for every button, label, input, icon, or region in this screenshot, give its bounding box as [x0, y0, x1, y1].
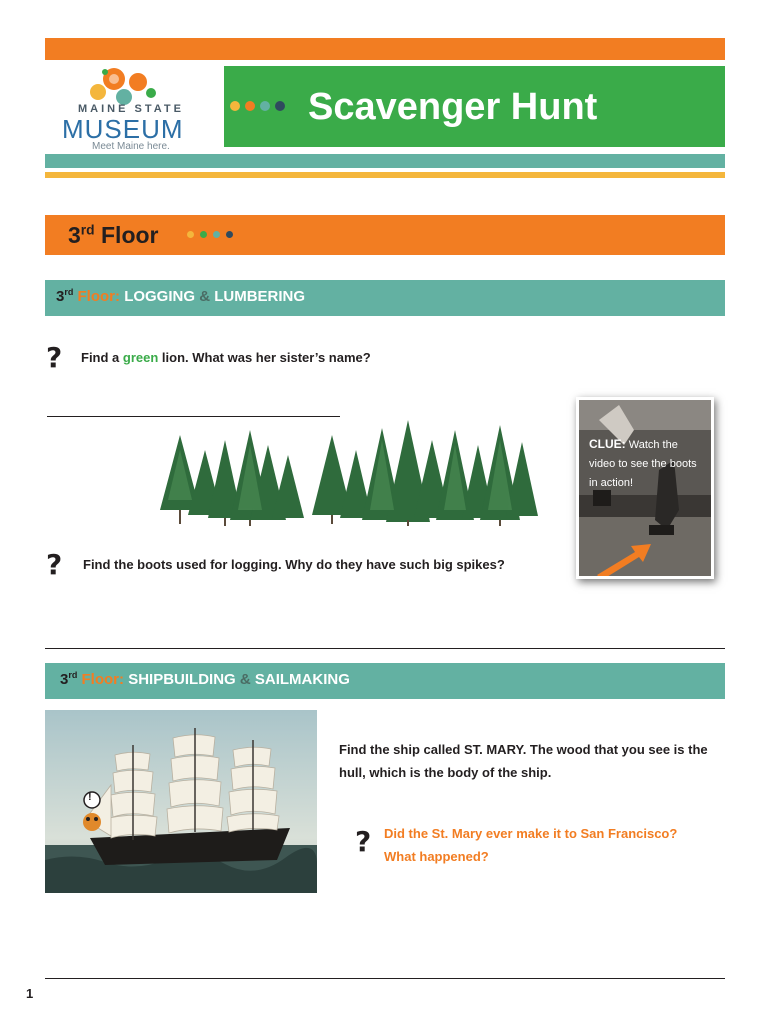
section-floor-label: Floor:	[81, 671, 125, 688]
footer-divider	[45, 978, 725, 979]
floor-number: 3	[68, 222, 81, 248]
question-lion-before: Find a	[81, 350, 123, 365]
dot-yellow	[230, 101, 240, 111]
clue-body: Watch the video to see the boots in action!	[589, 439, 697, 489]
floor-label: Floor	[101, 222, 159, 248]
question-ship-line1: Did the St. Mary ever make it to San Francisco?	[384, 826, 678, 841]
section-number: 3	[60, 671, 69, 688]
logo-line2: MUSEUM	[62, 114, 184, 144]
header-teal-bar	[45, 154, 725, 168]
header-yellow-bar	[45, 172, 725, 178]
question-mark-icon: ?	[46, 341, 63, 374]
alert-icon: !	[88, 791, 92, 803]
logo-tagline: Meet Maine here.	[92, 141, 170, 152]
dot-yellow	[187, 231, 194, 238]
question-ship-line2: What happened?	[384, 849, 489, 864]
section-word1: SHIPBUILDING	[128, 671, 236, 688]
clue-note	[589, 435, 701, 493]
section-suffix: rd	[64, 287, 74, 297]
floor-suffix: rd	[80, 222, 95, 238]
question-lion	[81, 350, 371, 365]
dot-teal	[260, 101, 270, 111]
title-dots	[230, 101, 285, 111]
section-word1: LOGGING	[124, 288, 196, 305]
dot-green	[200, 231, 207, 238]
dot-teal	[213, 231, 220, 238]
page-title: Scavenger Hunt	[308, 86, 598, 128]
dot-navy	[275, 101, 285, 111]
header-top-bar	[45, 38, 725, 60]
section-word2: LUMBERING	[214, 288, 306, 305]
section-amp: &	[239, 671, 251, 688]
question-ship	[384, 822, 677, 868]
arrow-icon	[595, 540, 655, 579]
question-lion-after: lion. What was her sister’s name?	[158, 350, 371, 365]
section-divider	[45, 648, 725, 649]
ship-instruction: Find the ship called ST. MARY. The wood that you see is the hull, which is the body of the ship.	[339, 742, 708, 780]
question-boots: Find the boots used for logging. Why do they have such big spikes?	[83, 557, 505, 572]
floor-heading	[68, 222, 159, 249]
answer-line	[47, 416, 340, 417]
logo-line1: MAINE STATE	[78, 103, 184, 115]
question-lion-highlight: green	[122, 350, 159, 365]
floor-dots	[187, 231, 233, 238]
section-logging-title	[56, 288, 305, 305]
clue-label: CLUE:	[589, 437, 626, 451]
section-suffix: rd	[68, 670, 78, 680]
section-amp: &	[199, 288, 211, 305]
sailing-ship-image	[45, 710, 317, 893]
dot-orange	[245, 101, 255, 111]
page-number: 1	[26, 986, 34, 1001]
ship-painting	[45, 710, 317, 893]
section-floor-label: Floor:	[77, 288, 121, 305]
pine-trees-image	[150, 420, 550, 530]
question-mark-icon: ?	[46, 548, 63, 581]
section-word2: SAILMAKING	[254, 671, 350, 688]
section-shipbuilding-title	[60, 671, 350, 688]
section-number: 3	[56, 288, 65, 305]
question-mark-icon: ?	[355, 825, 372, 858]
dot-navy	[226, 231, 233, 238]
